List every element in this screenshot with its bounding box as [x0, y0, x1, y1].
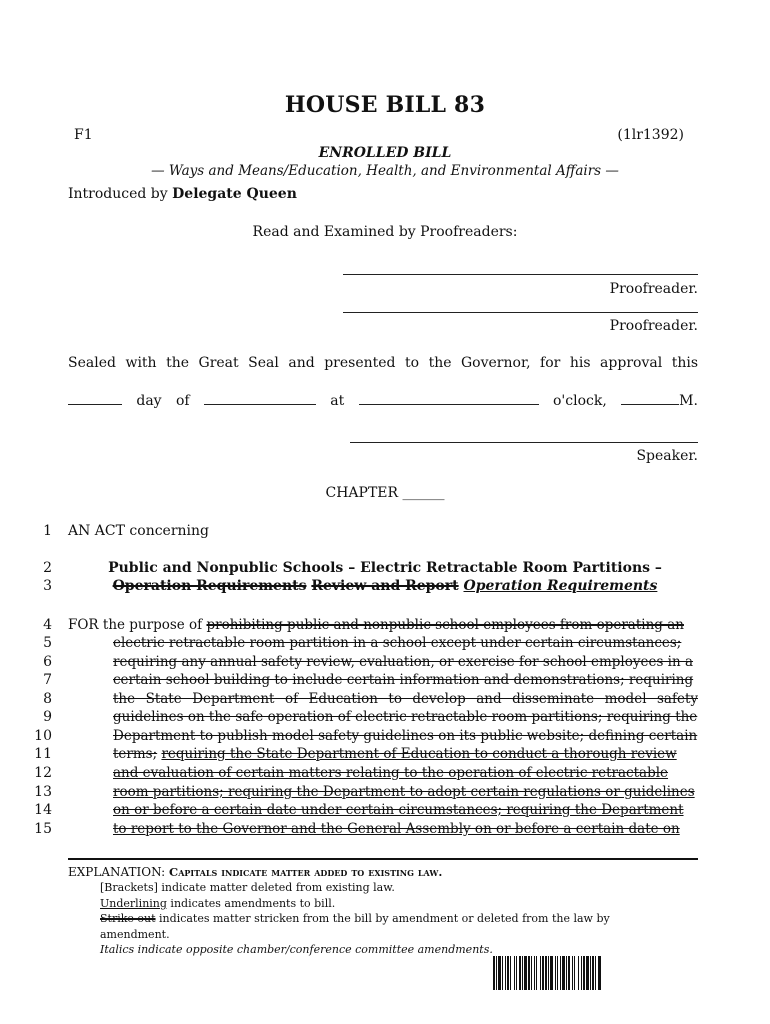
purpose-line-4: [68, 617, 698, 633]
proofreader-signature-line-2: [343, 312, 698, 313]
line-number: 8: [43, 691, 52, 707]
proofreader-label-1: Proofreader.: [609, 281, 698, 297]
line-number: 14: [34, 802, 52, 818]
line-number: 5: [43, 635, 52, 651]
speaker-label: Speaker.: [636, 448, 698, 464]
introduced-by: [68, 186, 297, 202]
strike-word: Strike out: [100, 912, 156, 925]
time-blank: [359, 392, 539, 405]
proofreaders-heading: Read and Examined by Proofreaders:: [252, 224, 518, 240]
strike-rest: indicates matter stricken from the bill by amendment or deleted from the law by: [155, 912, 610, 925]
line-number: 10: [34, 728, 52, 744]
amendment-word: amendment.: [100, 928, 170, 941]
date-time-line: [68, 392, 698, 409]
introduced-prefix: Introduced by: [68, 186, 173, 202]
purpose-line-6: requiring any annual safety review, evaluation, or exercise for school employees in a: [113, 654, 694, 670]
line-number: 2: [43, 560, 52, 576]
purpose-line-10: Department to publish model safety guidelines on its public website; defining certain: [113, 728, 698, 744]
line-number: 4: [43, 617, 52, 633]
purpose-line-7: certain school building to include certain information and demonstrations; requiring: [113, 672, 694, 688]
purpose-line-9: guidelines on the safe operation of electric retractable room partitions; requiring the: [113, 709, 698, 725]
italics-note: Italics indicate opposite chamber/conference committee amendments.: [100, 943, 493, 956]
purpose-line-8: the State Department of Education to develop and disseminate model safety: [113, 691, 698, 707]
speaker-signature-line: [350, 442, 698, 443]
brackets-note: [Brackets] indicate matter deleted from existing law.: [100, 881, 395, 894]
bill-title: HOUSE BILL 83: [284, 92, 486, 118]
purpose-line-12: [113, 765, 698, 781]
strike-note: [100, 912, 610, 925]
explanation-label: EXPLANATION:: [68, 865, 170, 879]
month-blank: [204, 392, 316, 405]
drafting-number: (1lr1392): [617, 127, 684, 143]
struck-amendment-text: and evaluation of certain matters relating to the operation of electric retractable: [113, 765, 669, 781]
line-number: 1: [43, 523, 52, 539]
line-number: 9: [43, 709, 52, 725]
meridiem-word: M.: [679, 393, 698, 409]
line-number: 15: [34, 821, 52, 837]
meridiem-group: [621, 392, 698, 409]
subject-line-1: Public and Nonpublic Schools – Electric Retractable Room Partitions –: [108, 560, 662, 576]
sponsor-name: Delegate Queen: [172, 186, 297, 202]
committee-line: — Ways and Means/Education, Health, and Environmental Affairs —: [151, 163, 619, 179]
underlining-word: Underlining: [100, 897, 167, 910]
line-number: 7: [43, 672, 52, 688]
underlining-note: [100, 897, 335, 910]
of-word: of: [175, 393, 190, 409]
line-number: 13: [34, 784, 52, 800]
struck-amendment-text: to report to the Governor and the General Assembly on or before a certain date on: [113, 821, 680, 837]
capitals-note: Capitals indicate matter added to existing law.: [169, 865, 443, 879]
barcode: [493, 956, 679, 990]
meridiem-blank: [621, 392, 679, 405]
day-blank: [68, 392, 122, 405]
proofreader-signature-line-1: [343, 274, 698, 275]
barcode-gap: [601, 956, 602, 990]
struck-text: terms;: [113, 746, 158, 762]
purpose-line-13: [113, 784, 698, 800]
classification-code: F1: [74, 127, 93, 143]
line-number: 3: [43, 578, 52, 594]
purpose-line-11: [113, 746, 698, 762]
day-word: day: [136, 393, 162, 409]
enrolled-bill-label: ENROLLED BILL: [318, 145, 452, 161]
explanation-divider: [68, 858, 698, 860]
purpose-line-14: [113, 802, 698, 818]
struck-text: prohibiting public and nonpublic school employees from operating an: [206, 617, 684, 633]
oclock-word: o'clock,: [552, 393, 607, 409]
line-number: 6: [43, 654, 52, 670]
underlining-rest: indicates amendments to bill.: [166, 897, 336, 910]
struck-amendment-text: requiring the State Department of Education to conduct a thorough review: [161, 746, 677, 762]
explanation-heading: [68, 865, 442, 879]
act-line: AN ACT concerning: [68, 523, 209, 539]
purpose-line-15: [113, 821, 698, 837]
purpose-line-5: electric retractable room partition in a school except under certain circumstances;: [113, 635, 682, 651]
chapter-line: CHAPTER ______: [325, 485, 445, 501]
struck-amendment-text: room partitions; requiring the Department to adopt certain regulations or guidelines: [113, 784, 695, 800]
struck-subject-1: Operation Requirements: [112, 578, 307, 594]
sealed-sentence: Sealed with the Great Seal and presented to the Governor, for his approval this: [68, 355, 698, 371]
purpose-prefix: FOR the purpose of: [68, 617, 207, 633]
at-word: at: [330, 393, 345, 409]
struck-amendment-text: on or before a certain date under certain circumstances; requiring the Department: [113, 802, 684, 818]
line-number: 11: [34, 746, 52, 762]
subject-line-2: [0, 578, 770, 594]
line-number: 12: [34, 765, 52, 781]
struck-subject-2: Review and Report: [311, 578, 459, 594]
proofreader-label-2: Proofreader.: [609, 318, 698, 334]
added-subject: Operation Requirements: [463, 578, 658, 594]
